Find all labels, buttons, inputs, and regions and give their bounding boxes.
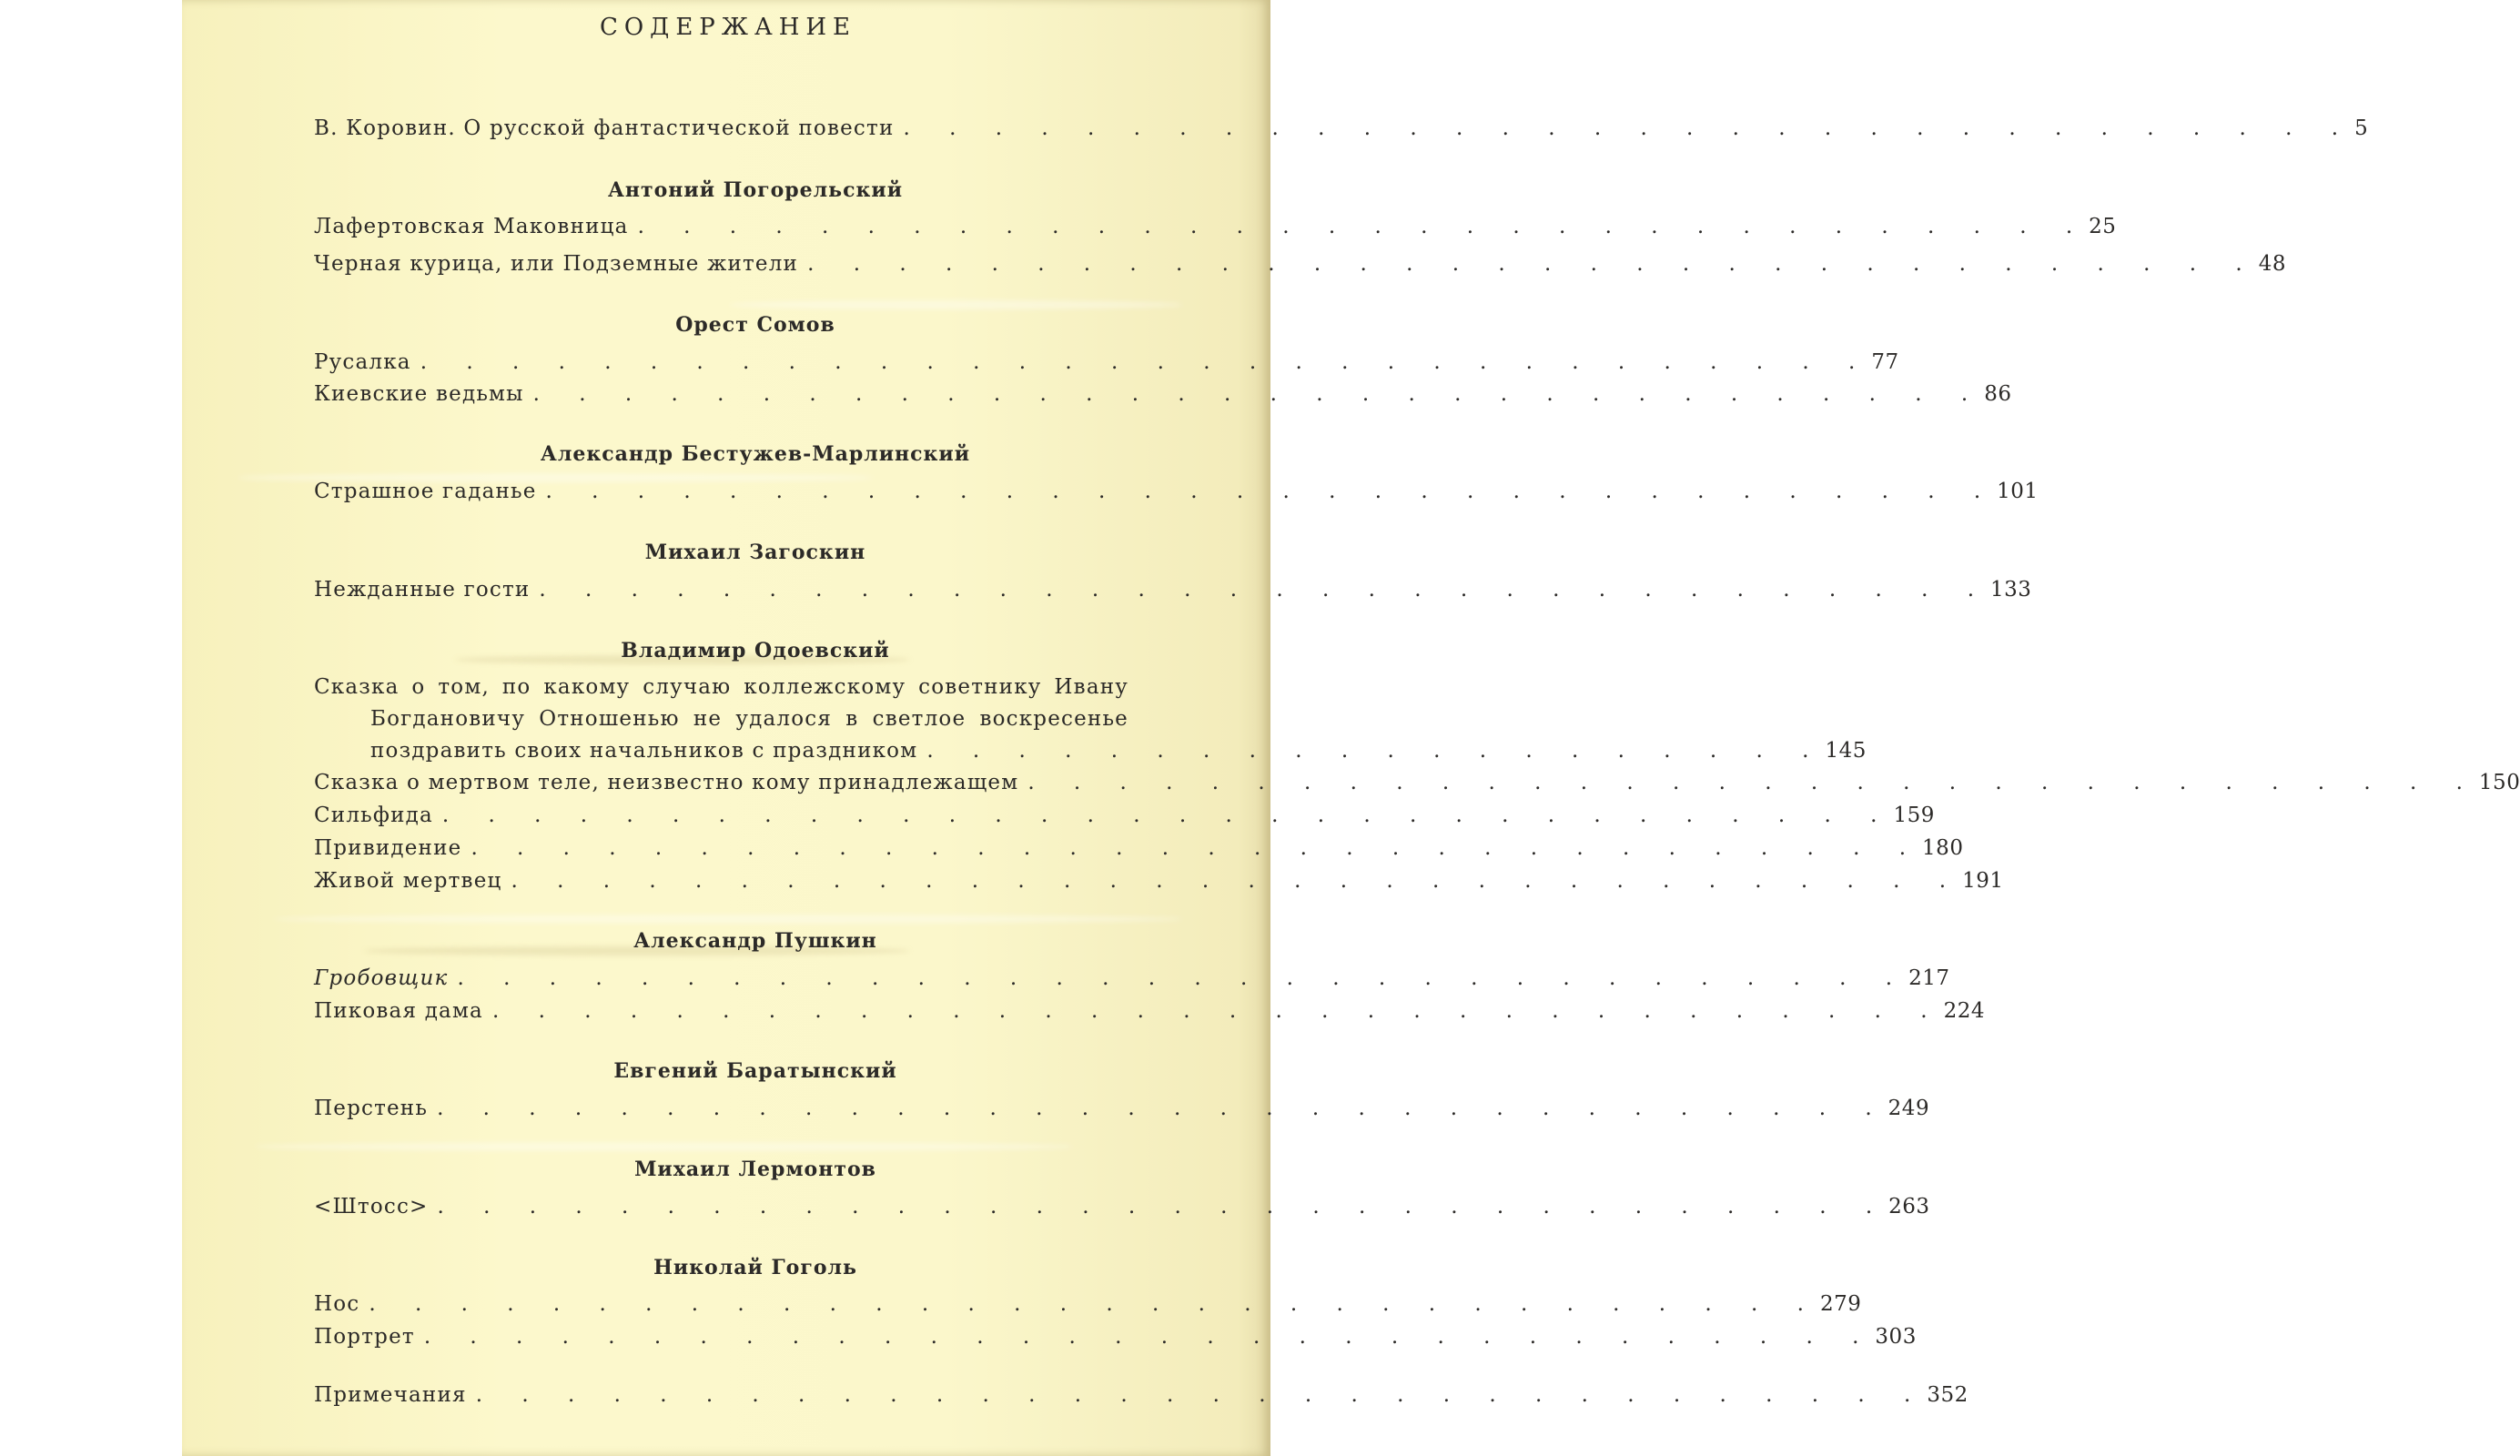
toc-entry[interactable]: [314, 480, 2039, 511]
author-heading: Евгений Баратынский: [613, 1059, 897, 1083]
leader-dots: . . . . . . . . . . . . . . . . . . . . . . . . . . . . . . . .: [511, 869, 1963, 893]
toc-entry-notes[interactable]: [314, 1383, 1968, 1414]
entry-title: Нежданные гости: [314, 578, 531, 602]
entry-title: Привидение: [314, 836, 462, 860]
entry-page: 25: [2089, 215, 2117, 238]
entry-page: 217: [1908, 966, 1950, 990]
leader-dots: . . . . . . . . . . . . . . . . . . . . . . . . . . . . . . . .: [637, 215, 2090, 238]
entry-page: 150: [2478, 771, 2520, 794]
entry-title: Сказка о мертвом теле, неизвестно кому принадлежащем: [314, 771, 1019, 794]
entry-title: Примечания: [314, 1383, 467, 1407]
toc-entry[interactable]: [314, 1195, 1930, 1226]
entry-title: Портрет: [314, 1325, 415, 1349]
author-heading: Владимир Одоевский: [621, 639, 890, 662]
toc-entry[interactable]: [314, 771, 2520, 802]
toc-entry[interactable]: [314, 999, 1985, 1030]
entry-title: Перстень: [314, 1097, 429, 1120]
entry-page: 224: [1943, 999, 1985, 1023]
entry-title: Киевские ведьмы: [314, 382, 524, 406]
entry-title-line: Богдановичу Отношенью не удалося в светлое воскресенье: [370, 707, 1128, 731]
entry-title-line: поздравить своих начальников с праздником: [370, 739, 918, 763]
entry-title: Пиковая дама: [314, 999, 483, 1023]
toc-entry[interactable]: [314, 1097, 1930, 1127]
author-heading: Александр Пушкин: [633, 929, 877, 953]
entry-title: Лафертовская Маковница: [314, 215, 629, 238]
entry-page: 249: [1887, 1097, 1930, 1120]
author-heading: Михаил Загоскин: [644, 541, 866, 564]
toc-entry[interactable]: [314, 382, 2012, 413]
leader-dots: . . . . . . . . . . . . . . . . . . . . . . . . . . . . . . . .: [491, 999, 1944, 1023]
entry-page: 159: [1893, 804, 1935, 827]
leader-dots: . . . . . . . . . . . . . . . . . . . . . . . . . . . . . . . .: [457, 966, 1909, 990]
scan-margin-left: [0, 0, 182, 1456]
toc-entry[interactable]: [314, 672, 1867, 767]
toc-entry[interactable]: [314, 1325, 1917, 1356]
entry-page: 279: [1820, 1292, 1862, 1316]
leader-dots: . . . . . . . . . . . . . . . . . . . . . . . . . . . . . . . .: [437, 1195, 1889, 1218]
leader-dots: . . . . . . . . . . . . . . . . . . . . . . . . . . . . . . . .: [545, 480, 1998, 503]
entry-page: 191: [1962, 869, 2004, 893]
entry-page: 133: [1990, 578, 2032, 602]
toc-entry[interactable]: [314, 1292, 1862, 1323]
entry-page: 303: [1875, 1325, 1917, 1349]
toc-title: СОДЕРЖАНИЕ: [599, 14, 857, 41]
toc-entry[interactable]: [314, 350, 1899, 381]
entry-page: 180: [1922, 836, 1964, 860]
entry-title: Черная курица, или Подземные жители: [314, 252, 799, 276]
leader-dots: . . . . . . . . . . . . . . . . . . . . . . . . . . . . . . . .: [475, 1383, 1928, 1407]
entry-title: Русалка: [314, 350, 411, 374]
leader-dots: . . . . . . . . . . . . . . . . . . . . . . . . . . . . . . . .: [471, 836, 1923, 860]
entry-title: Страшное гаданье: [314, 480, 537, 503]
leader-dots: . . . . . . . . . . . . . . . . . . . . . . . . . . . . . . . .: [423, 1325, 1876, 1349]
entry-title: Нос: [314, 1292, 360, 1316]
toc-entry-intro[interactable]: [314, 116, 2369, 147]
leader-dots: . . . . . . . . . . . . . . . . . . . .: [926, 739, 1826, 763]
entry-title: <Штосс>: [314, 1195, 429, 1218]
leader-dots: . . . . . . . . . . . . . . . . . . . . . . . . . . . . . . . .: [441, 804, 1894, 827]
author-heading: Антоний Погорельский: [607, 178, 904, 202]
leader-dots: . . . . . . . . . . . . . . . . . . . . . . . . . . . . . . . .: [903, 116, 2355, 140]
toc-entry[interactable]: [314, 966, 1950, 997]
author-heading: Александр Бестужев-Марлинский: [540, 442, 971, 466]
leader-dots: . . . . . . . . . . . . . . . . . . . . . . . . . . . . . . . .: [420, 350, 1872, 374]
leader-dots: . . . . . . . . . . . . . . . . . . . . . . . . . . . . . . . .: [369, 1292, 1820, 1316]
entry-page: 145: [1825, 739, 1867, 763]
leader-dots: . . . . . . . . . . . . . . . . . . . . . . . . . . . . . . . .: [1027, 771, 2479, 794]
toc-entry[interactable]: [314, 836, 1964, 867]
author-heading: Михаил Лермонтов: [634, 1158, 876, 1181]
entry-page: 352: [1927, 1383, 1968, 1407]
leader-dots: . . . . . . . . . . . . . . . . . . . . . . . . . . . . . . . .: [807, 252, 2259, 276]
leader-dots: . . . . . . . . . . . . . . . . . . . . . . . . . . . . . . . .: [532, 382, 1985, 406]
entry-title: Гробовщик: [314, 966, 449, 990]
author-heading: Орест Сомов: [675, 313, 835, 337]
entry-title: В. Коровин. О русской фантастической повести: [314, 116, 895, 140]
entry-page: 77: [1871, 350, 1899, 374]
entry-page: 48: [2258, 252, 2286, 276]
entry-page: 101: [1997, 480, 2039, 503]
author-heading: Николай Гоголь: [653, 1256, 857, 1279]
entry-page: 5: [2354, 116, 2369, 140]
toc-entry[interactable]: [314, 804, 1935, 834]
entry-title: Живой мертвец: [314, 869, 502, 893]
entry-page: 86: [1984, 382, 2012, 406]
toc-entry[interactable]: [314, 869, 2004, 900]
entry-title-line: Сказка о том, по какому случаю коллежскому советнику Ивану: [314, 675, 1128, 699]
toc-entry[interactable]: [314, 578, 2032, 609]
entry-page: 263: [1888, 1195, 1930, 1218]
toc-entry[interactable]: [314, 252, 2286, 283]
entry-title: Сильфида: [314, 804, 433, 827]
toc-entry[interactable]: [314, 215, 2117, 246]
leader-dots: . . . . . . . . . . . . . . . . . . . . . . . . . . . . . . . .: [437, 1097, 1888, 1120]
leader-dots: . . . . . . . . . . . . . . . . . . . . . . . . . . . . . . . .: [539, 578, 1991, 602]
